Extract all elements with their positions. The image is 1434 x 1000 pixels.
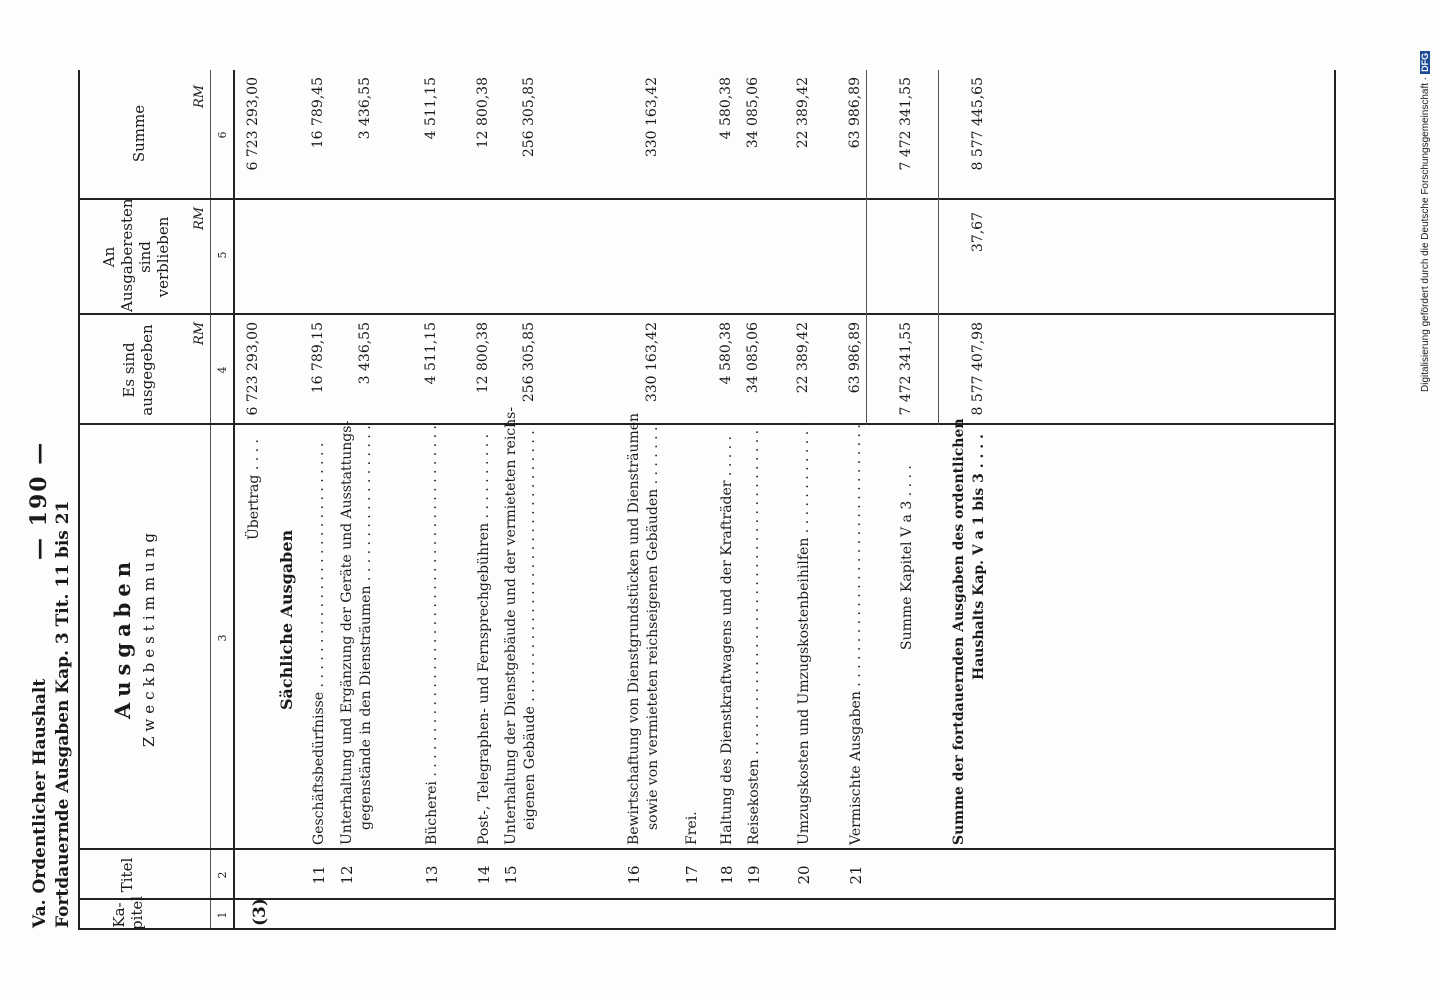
row-desc: Post-, Telegraphen- und Fernsprechgebühren . . . . . . . . . . [476, 433, 492, 845]
uebertrag-summe: 6 723 293,00 [245, 77, 261, 171]
page-number: — 190 — [26, 440, 52, 560]
row-titel: 13 [423, 865, 441, 885]
row-desc: Haltung des Dienstkraftwagens und der Krafträder . . . . . [719, 436, 735, 845]
row-summe: 63 986,89 [847, 77, 863, 149]
col-head-ausgegeben: Es sind ausgegeben [120, 324, 156, 416]
row-titel: 20 [795, 865, 813, 885]
row-ausgegeben: 4 580,38 [718, 322, 734, 385]
row-summe: 4 580,38 [718, 77, 734, 140]
row-titel: 14 [475, 865, 493, 885]
row-titel: 16 [625, 865, 643, 885]
row-desc: Vermischte Ausgaben . . . . . . . . . . . . . . . . . . . . . . . . . . . . . . [848, 424, 864, 845]
row-desc: Unterhaltung und Ergänzung der Geräte und Ausstattungs- [339, 420, 355, 845]
row-summe: 22 389,42 [795, 77, 811, 149]
summe-kapitel-ausgegeben: 7 472 341,55 [898, 322, 914, 416]
gesamt-reste: 37,67 [970, 212, 986, 253]
col-head-ausgaben: Ausgaben [110, 556, 135, 719]
row-ausgegeben: 330 163,42 [644, 322, 660, 403]
row-ausgegeben: 12 800,38 [475, 322, 491, 394]
summe-kapitel-summe: 7 472 341,55 [898, 77, 914, 171]
row-desc-cont: sowie von vermieteten reichseigenen Gebäuden . . . . . . . [645, 426, 661, 830]
digitization-note [1418, 8, 1432, 392]
col-number-1: 1 [216, 911, 229, 919]
gesamt-ausgegeben: 8 577 407,98 [970, 322, 986, 416]
dfg-logo: DFG [1420, 52, 1430, 72]
gesamt-summe: 8 577 445,65 [970, 77, 986, 171]
row-desc: Geschäftsbedürfnisse . . . . . . . . . . . . . . . . . . . . . . . . . . . . [311, 442, 327, 845]
row-ausgegeben: 16 789,15 [310, 322, 326, 394]
row-summe: 34 085,06 [745, 77, 761, 149]
uebertrag-label: Übertrag . . . . [246, 439, 262, 540]
col-rule-left [78, 928, 1336, 930]
row-titel: 11 [310, 865, 328, 885]
row-titel: 19 [745, 865, 763, 885]
row-titel: 18 [718, 865, 736, 885]
header-haushalt: Va. Ordentlicher Haushalt [30, 678, 50, 928]
total-rule [938, 70, 939, 425]
unit-rm-6: RM [192, 84, 207, 108]
row-desc: Bewirtschaftung von Dienstgrundstücken und Diensträumen [626, 412, 642, 845]
summe-kapitel-label: Summe Kapitel V a 3 . . . . [899, 465, 915, 650]
row-ausgegeben: 256 305,85 [521, 322, 537, 403]
col-head-summe: Summe [130, 104, 148, 163]
row-titel: 17 [683, 865, 701, 885]
row-ausgegeben: 34 085,06 [745, 322, 761, 394]
sum-rule [866, 70, 867, 425]
col-number-3: 3 [216, 634, 229, 642]
col-rule-5 [78, 198, 1336, 200]
row-ausgegeben: 4 511,15 [423, 322, 439, 385]
header-kapitel: Fortdauernde Ausgaben Kap. 3 Tit. 11 bis 21 [53, 500, 73, 928]
row-desc: Bücherei . . . . . . . . . . . . . . . . . . . . . . . . . . . . . . . . . . . . . . . . [424, 425, 440, 845]
row-desc: Frei. [684, 811, 700, 845]
table-bottom-rule [1334, 70, 1336, 930]
gesamt-label-1: Summe der fortdauernden Ausgaben des ordentlichen [951, 418, 967, 845]
col-number-4: 4 [216, 366, 229, 374]
gesamt-label-2: Haushalts Kap. V a 1 bis 3 . . . . [971, 434, 987, 680]
row-summe: 330 163,42 [644, 77, 660, 158]
unit-rm-4: RM [192, 321, 207, 345]
col-rule-2 [78, 848, 1336, 850]
row-summe: 12 800,38 [475, 77, 491, 149]
row-desc-cont: gegenstände in den Diensträumen . . . . . . . . . . . . . . . . . . [358, 425, 374, 830]
row-titel: 15 [502, 865, 520, 885]
digitization-text: Digitalisierung gefördert durch die Deutsche Forschungsgemeinschaft · [1419, 76, 1431, 392]
col-head-zweck: Zweckbestimmung [140, 528, 158, 748]
unit-rm-5: RM [192, 206, 207, 230]
row-desc: Umzugskosten und Umzugskostenbeihilfen . . . . . . . . . . . . . [796, 421, 812, 845]
col-number-6: 6 [216, 131, 229, 139]
row-titel: 21 [847, 865, 865, 885]
row-ausgegeben: 63 986,89 [847, 322, 863, 394]
col-head-titel: Titel [118, 857, 136, 893]
uebertrag-ausgegeben: 6 723 293,00 [245, 322, 261, 416]
col-head-reste: An Ausgaberesten sind verblieben [100, 198, 172, 312]
col-head-kapitel: Ka-pitel [110, 895, 146, 930]
row-summe: 256 305,85 [521, 77, 537, 158]
col-rule-3 [78, 423, 1336, 425]
col-number-5: 5 [216, 251, 229, 259]
row-ausgegeben: 22 389,42 [795, 322, 811, 394]
row-titel: 12 [338, 865, 356, 885]
row-summe: 4 511,15 [423, 77, 439, 140]
row-ausgegeben: 3 436,55 [357, 322, 373, 385]
kapitel-value: (3) [250, 898, 270, 926]
row-summe: 16 789,45 [310, 77, 326, 149]
col-rule-4 [78, 313, 1336, 315]
row-summe: 3 436,55 [357, 77, 373, 140]
col-number-2: 2 [216, 871, 229, 879]
row-desc: Unterhaltung der Dienstgebäude und der vermieteten reichs- [503, 406, 519, 845]
section-saechliche: Sächliche Ausgaben [277, 529, 296, 710]
row-desc-cont: eigenen Gebäude . . . . . . . . . . . . . . . . . . . . . . . . . . . . . . . [522, 430, 538, 830]
row-desc: Reisekosten . . . . . . . . . . . . . . . . . . . . . . . . . . . . . . . . . . . . . [746, 429, 762, 845]
